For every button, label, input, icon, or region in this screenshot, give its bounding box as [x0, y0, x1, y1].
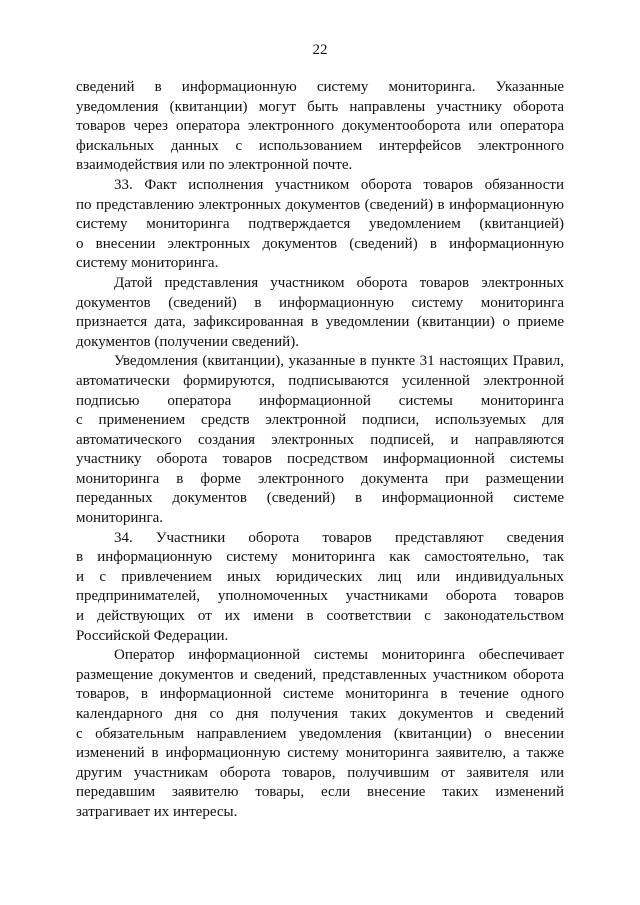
text-line: автоматически формируются, подписываются усиленной электронной [76, 372, 564, 389]
text-line: документов (сведений) в информационную систему мониторинга [76, 294, 564, 311]
text-line: автоматического создания электронных подписей, и направляются [76, 431, 564, 448]
text-line: календарного дня со дня получения таких документов и сведений [76, 706, 564, 722]
paragraph-notices [76, 352, 564, 528]
text-line: переданных документов (сведений) в информационной системе [76, 490, 564, 507]
page-number: 22 [312, 42, 328, 58]
paragraph-submission-date [76, 274, 564, 352]
paragraph-item-33 [76, 176, 564, 274]
text-line: 33. Факт исполнения участником оборота товаров обязанности [114, 176, 564, 193]
text-line: участнику оборота товаров посредством информационной системы [76, 451, 564, 468]
text-line: в информационную систему мониторинга как самостоятельно, так [76, 549, 564, 566]
document-body [76, 78, 564, 823]
text-line: и действующих от их имени в соответствии с законодательством [76, 608, 564, 625]
text-line: взаимодействия или по электронной почте. [76, 157, 353, 174]
text-line: другим участникам оборота товаров, получившим от заявителя или [76, 764, 564, 781]
text-line: Оператор информационной системы мониторинга обеспечивает [114, 647, 564, 664]
text-line: передавшим заявителю товары, если внесение таких изменений [76, 784, 564, 801]
text-line: документов (получении сведений). [76, 333, 299, 350]
text-line: Российской Федерации. [76, 627, 229, 644]
text-line: с обязательным направлением уведомления (квитанции) о внесении [76, 725, 564, 742]
text-line: и с привлечением иных юридических лиц или индивидуальных [76, 568, 564, 585]
text-line: с применением средств электронной подписи, используемых для [76, 412, 564, 429]
text-line: мониторинга. [76, 510, 164, 527]
paragraph-continuation [76, 78, 564, 176]
text-line: товаров через оператора электронного документооборота или оператора [76, 118, 564, 135]
paragraph-operator [76, 646, 564, 822]
text-line: систему мониторинга подтверждается уведомлением (квитанцией) [76, 216, 564, 233]
paragraph-item-34 [76, 529, 564, 647]
text-line: размещение документов и сведений, представленных участником оборота [76, 666, 564, 683]
text-line: по представлению электронных документов (сведений) в информационную [76, 196, 564, 213]
text-line: систему мониторинга. [76, 255, 219, 272]
text-line: признается дата, зафиксированная в уведомлении (квитанции) о приеме [76, 314, 564, 331]
text-line: Уведомления (квитанции), указанные в пункте 31 настоящих Правил, [114, 353, 564, 370]
text-line: затрагивает их интересы. [76, 803, 238, 820]
text-line: мониторинга в форме электронного документа при размещении [76, 470, 564, 487]
text-line: подписью оператора информационной системы мониторинга [76, 392, 564, 409]
text-line: сведений в информационную систему мониторинга. Указанные [76, 79, 564, 95]
text-line: Датой представления участником оборота товаров электронных [114, 274, 564, 291]
text-line: уведомления (квитанции) могут быть направлены участнику оборота [76, 98, 564, 115]
text-line: изменений в информационную систему мониторинга заявителю, а также [76, 745, 564, 762]
text-line: 34. Участники оборота товаров представляют сведения [114, 529, 564, 546]
text-line: предпринимателей, уполномоченных участниками оборота товаров [76, 588, 564, 605]
text-line: о внесении электронных документов (сведений) в информационную [76, 235, 564, 252]
text-line: фискальных данных с использованием интерфейсов электронного [76, 137, 564, 154]
text-line: товаров, в информационной системе мониторинга в течение одного [76, 686, 564, 703]
